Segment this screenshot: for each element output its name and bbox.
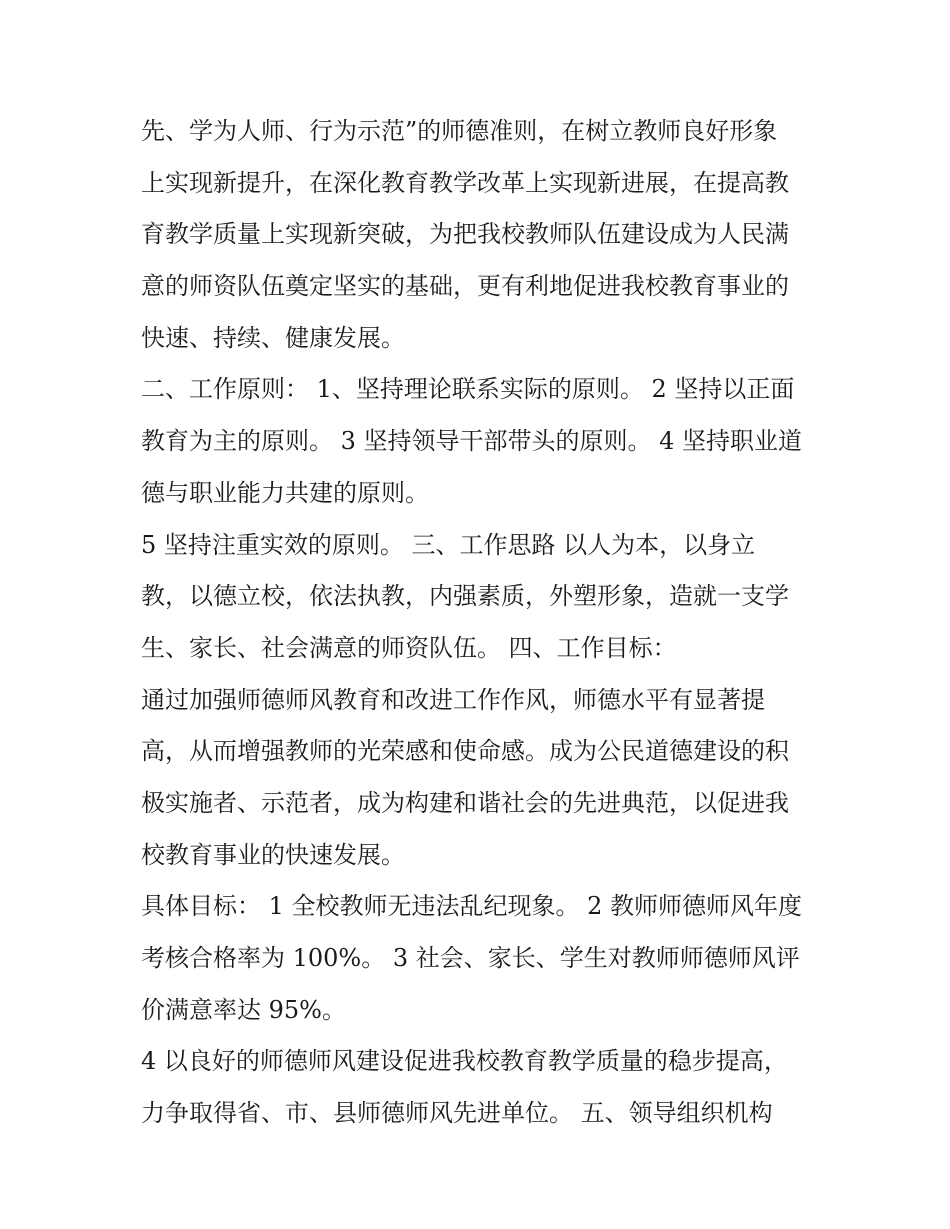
text-line: 通过加强师德师风教育和改进工作作风，师德水平有显著提 [141,685,765,714]
text-line: 高，从而增强教师的光荣感和使命感。成为公民道德建设的积 [141,737,789,766]
text-line: 生、家长、社会满意的师资队伍。 四、工作目标： [141,633,677,662]
text-line: 意的师资队伍奠定坚实的基础，更有利地促进我校教育事业的 [141,272,789,301]
text-line: 力争取得省、市、县师德师风先进单位。 五、领导组织机构 [141,1099,773,1128]
text-line: 5 坚持注重实效的原则。 三、工作思路 以人为本，以身立 [141,530,756,559]
document-body [141,109,821,1143]
text-line: 教育为主的原则。 3 坚持领导干部带头的原则。 4 坚持职业道 [141,427,803,456]
text-line: 4 以良好的师德师风建设促进我校教育教学质量的稳步提高， [141,1047,788,1076]
text-line: 快速、持续、健康发展。 [141,323,405,352]
text-line: 上实现新提升，在深化教育教学改革上实现新进展，在提高教 [141,168,789,197]
text-line: 价满意率达 95%。 [141,995,346,1024]
text-line: 具体目标： 1 全校教师无违法乱纪现象。 2 教师师德师风年度 [141,892,803,921]
text-line: 二、工作原则： 1、坚持理论联系实际的原则。 2 坚持以正面 [141,375,795,404]
text-line: 教，以德立校，依法执教，内强素质，外塑形象，造就一支学 [141,582,789,611]
text-line: 校教育事业的快速发展。 [141,840,405,869]
text-line: 先、学为人师、行为示范”的师德准则，在树立教师良好形象 [141,117,778,145]
text-line: 德与职业能力共建的原则。 [141,478,429,507]
text-line: 极实施者、示范者，成为构建和谐社会的先进典范，以促进我 [141,788,789,817]
text-line: 育教学质量上实现新突破，为把我校教师队伍建设成为人民满 [141,220,789,249]
text-line: 考核合格率为 100%。 3 社会、家长、学生对教师师德师风评 [141,944,800,972]
